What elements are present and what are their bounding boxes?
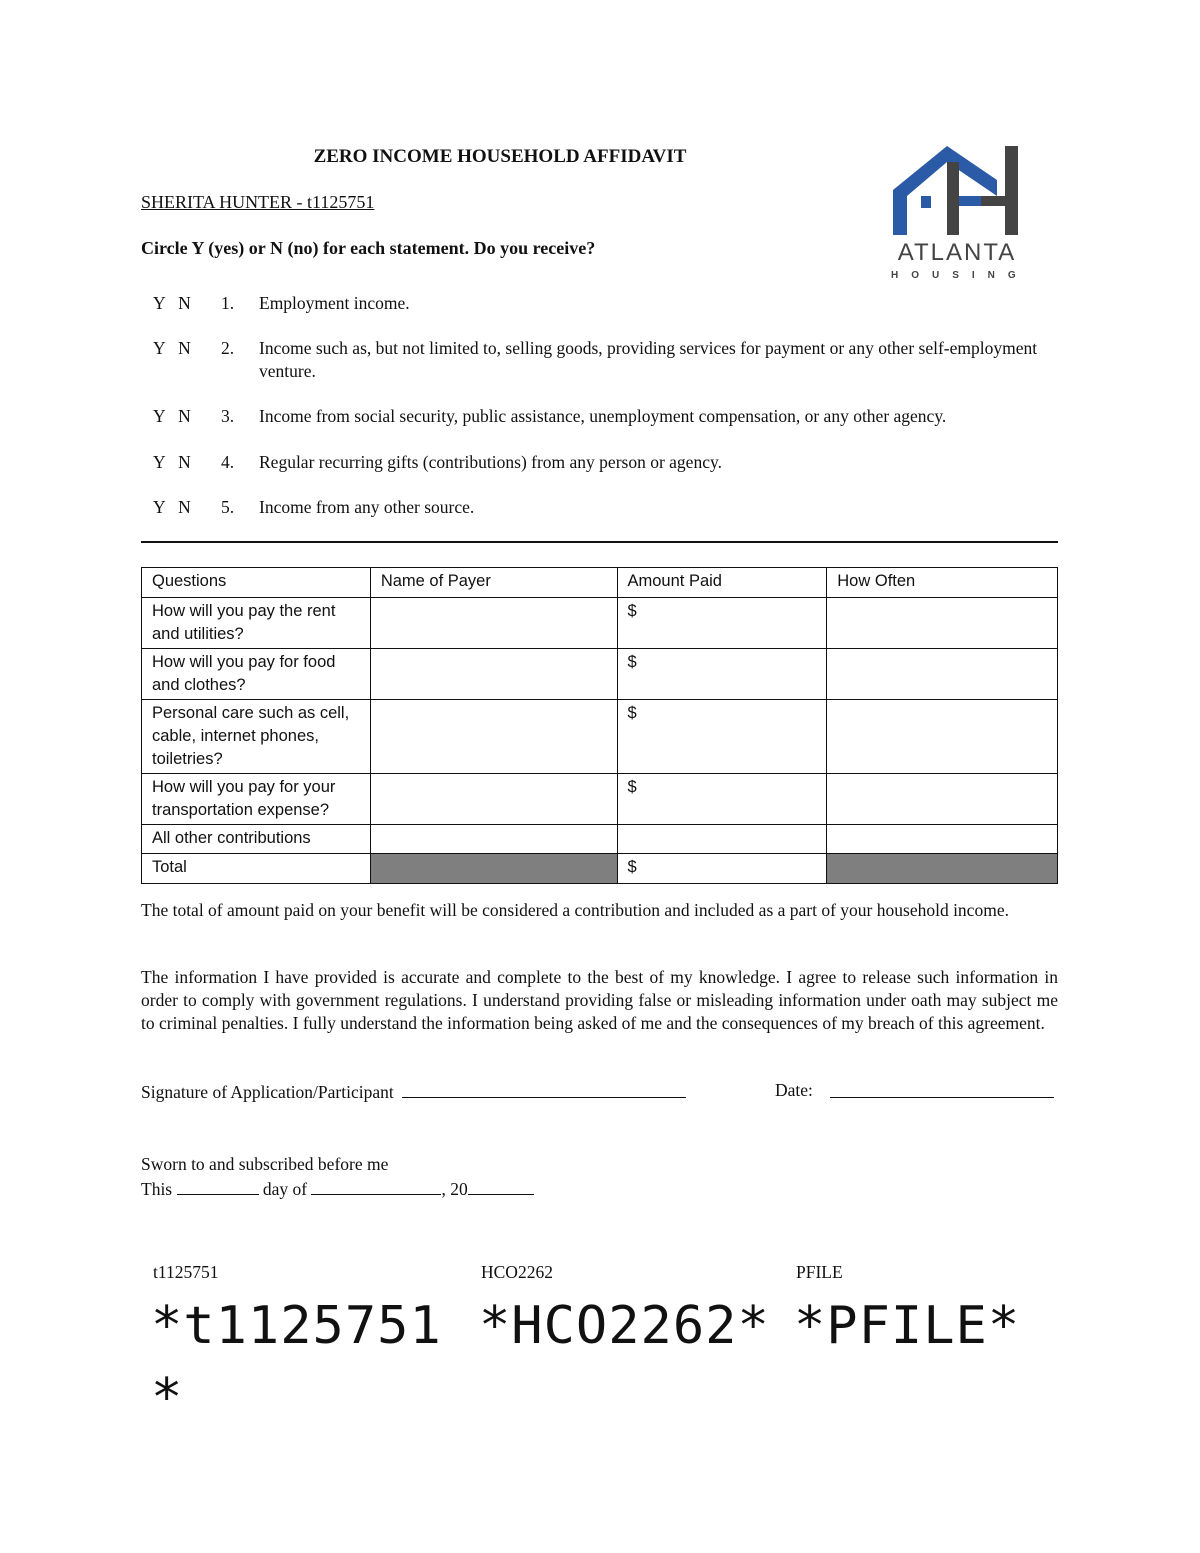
row-question: Total xyxy=(142,854,371,884)
row-question: How will you pay the rent and utilities? xyxy=(142,598,371,649)
yn-choice[interactable]: Y N xyxy=(153,497,191,517)
table-total-row xyxy=(142,854,1058,884)
tenant-name-id: SHERITA HUNTER - t1125751 xyxy=(141,192,375,212)
signature-field[interactable] xyxy=(402,1079,686,1098)
barcode-text: *t1125751* xyxy=(151,1296,442,1428)
yn-choice[interactable]: Y N xyxy=(153,338,191,358)
date-label: Date: xyxy=(775,1080,813,1100)
day-field[interactable] xyxy=(177,1176,259,1195)
total-amount-cell[interactable]: $ xyxy=(617,854,827,884)
question-number: 2. xyxy=(221,338,235,358)
question-number: 1. xyxy=(221,293,235,313)
month-field[interactable] xyxy=(311,1176,441,1195)
income-table xyxy=(141,567,1058,884)
sworn-line: Sworn to and subscribed before me xyxy=(141,1154,389,1174)
question-text: Income from social security, public assistance, unemployment compensation, or any other agency. xyxy=(259,406,947,426)
frequency-cell[interactable] xyxy=(827,825,1058,854)
section-divider xyxy=(141,541,1058,543)
table-header-row xyxy=(142,568,1058,598)
signature-row xyxy=(141,1079,1058,1103)
document-title: ZERO INCOME HOUSEHOLD AFFIDAVIT xyxy=(313,146,687,167)
question-text: Regular recurring gifts (contributions) from any person or agency. xyxy=(259,452,722,472)
year-field[interactable] xyxy=(468,1176,534,1195)
shaded-cell xyxy=(827,854,1058,884)
amount-cell[interactable]: $ xyxy=(617,700,827,774)
table-row xyxy=(142,649,1058,700)
amount-cell[interactable]: $ xyxy=(617,774,827,825)
amount-cell[interactable]: $ xyxy=(617,649,827,700)
header-name-of-payer: Name of Payer xyxy=(370,568,617,598)
atlanta-housing-logo xyxy=(885,140,1029,285)
question-item xyxy=(141,405,1041,428)
header-how-often: How Often xyxy=(827,568,1058,598)
sworn-date-row xyxy=(141,1176,1058,1200)
amount-cell[interactable] xyxy=(617,825,827,854)
frequency-cell[interactable] xyxy=(827,700,1058,774)
row-question: How will you pay for your transportation expense? xyxy=(142,774,371,825)
barcode-label: t1125751 xyxy=(153,1262,219,1282)
question-item xyxy=(141,337,1041,383)
question-number: 3. xyxy=(221,406,235,426)
question-text: Income from any other source. xyxy=(259,497,475,517)
year-prefix: , 20 xyxy=(441,1179,468,1199)
payer-cell[interactable] xyxy=(370,774,617,825)
barcode-text: *PFILE* xyxy=(794,1296,1021,1356)
yn-choice[interactable]: Y N xyxy=(153,406,191,426)
signature-label: Signature of Application/Participant xyxy=(141,1082,394,1102)
frequency-cell[interactable] xyxy=(827,649,1058,700)
logo-word-top: ATLANTA xyxy=(897,239,1017,266)
frequency-cell[interactable] xyxy=(827,598,1058,649)
shaded-cell xyxy=(370,854,617,884)
row-question: Personal care such as cell, cable, internet phones, toiletries? xyxy=(142,700,371,774)
question-text: Employment income. xyxy=(259,293,410,313)
table-row xyxy=(142,598,1058,649)
table-row xyxy=(142,700,1058,774)
yn-choice[interactable]: Y N xyxy=(153,293,191,313)
logo-word-bottom: HOUSING xyxy=(891,270,1029,281)
payer-cell[interactable] xyxy=(370,649,617,700)
amount-cell[interactable]: $ xyxy=(617,598,827,649)
certification-paragraph: The information I have provided is accurate and complete to the best of my knowledge. I agree to release such information in order to comply with government regulations. I understand providing false or misleading information under oath may subject me to criminal penalties. I fully understand the information being asked of me and the consequences of my breach of this agreement. xyxy=(141,967,1058,1033)
row-question: All other contributions xyxy=(142,825,371,854)
barcode-text: *HCO2262* xyxy=(479,1296,770,1356)
contribution-note: The total of amount paid on your benefit will be considered a contribution and included as a part of your household income. xyxy=(141,900,1009,920)
barcode-label: PFILE xyxy=(796,1262,843,1282)
payer-cell[interactable] xyxy=(370,598,617,649)
table-row xyxy=(142,774,1058,825)
header-questions: Questions xyxy=(142,568,371,598)
question-item xyxy=(141,292,1041,315)
row-question: How will you pay for food and clothes? xyxy=(142,649,371,700)
yn-choice[interactable]: Y N xyxy=(153,452,191,472)
question-item xyxy=(141,451,1041,474)
payer-cell[interactable] xyxy=(370,825,617,854)
question-text: Income such as, but not limited to, selling goods, providing services for payment or any other self-employment venture. xyxy=(259,338,1038,381)
this-label: This xyxy=(141,1179,173,1199)
day-of-label: day of xyxy=(262,1179,308,1199)
header-amount-paid: Amount Paid xyxy=(617,568,827,598)
date-field[interactable] xyxy=(830,1079,1054,1098)
payer-cell[interactable] xyxy=(370,700,617,774)
question-number: 5. xyxy=(221,497,235,517)
table-row xyxy=(142,825,1058,854)
question-item xyxy=(141,496,1041,519)
frequency-cell[interactable] xyxy=(827,774,1058,825)
barcode-label: HCO2262 xyxy=(481,1262,553,1282)
question-number: 4. xyxy=(221,452,235,472)
instruction-text: Circle Y (yes) or N (no) for each statement. Do you receive? xyxy=(141,238,596,258)
